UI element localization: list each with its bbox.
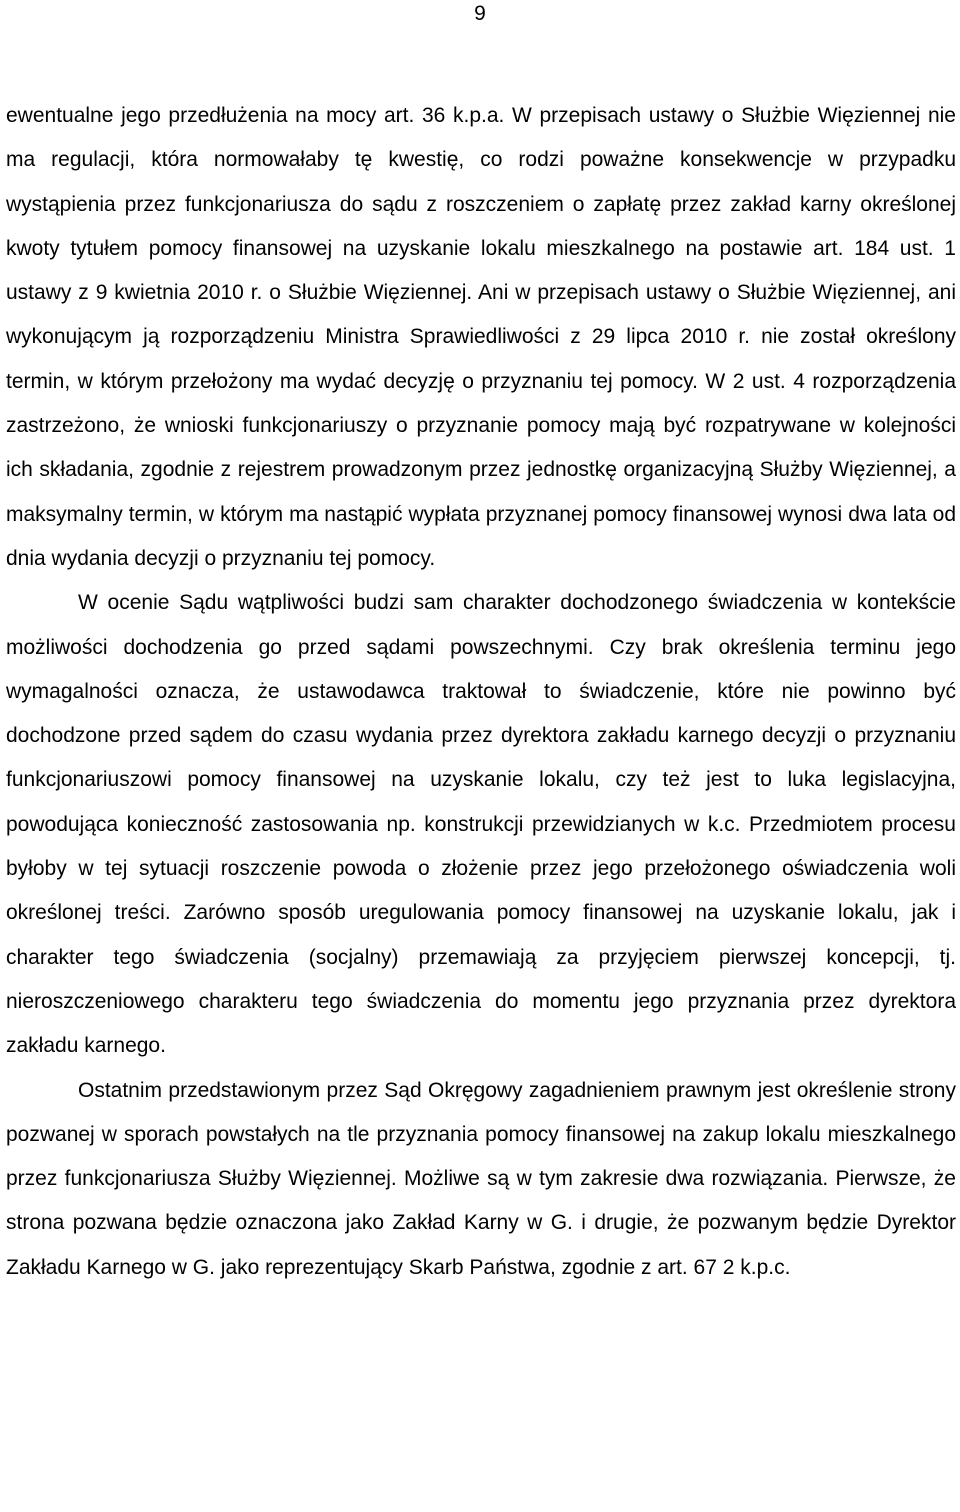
paragraph-1: ewentualne jego przedłużenia na mocy art. 36 k.p.a. W przepisach ustawy o Służbie Więziennej nie ma regulacji, która normowałaby tę kwestię, co rodzi poważne konsekwencje w przypadku wystąpienia przez funkcjonariusza do sądu z roszczeniem o zapłatę przez zakład karny określonej kwoty tytułem pomocy finansowej na uzyskanie lokalu mieszkalnego na postawie art. 184 ust. 1 ustawy z 9 kwietnia 2010 r. o Służbie Więziennej. Ani w przepisach ustawy o Służbie Więziennej, ani wykonującym ją rozporządzeniu Ministra Sprawiedliwości z 29 lipca 2010 r. nie został określony termin, w którym przełożony ma wydać decyzję o przyznaniu tej pomocy. W 2 ust. 4 rozporządzenia zastrzeżono, że wnioski funkcjonariuszy o przyznanie pomocy mają być rozpatrywane w kolejności ich składania, zgodnie z rejestrem prowadzonym przez jednostkę organizacyjną Służby Więziennej, a maksymalny termin, w którym ma nastąpić wypłata przyznanej pomocy finansowej wynosi dwa lata od dnia wydania decyzji o przyznaniu tej pomocy. — [6, 104, 956, 570]
document-body — [6, 94, 956, 1290]
paragraph-2: W ocenie Sądu wątpliwości budzi sam charakter dochodzonego świadczenia w kontekście możliwości dochodzenia go przed sądami powszechnymi. Czy brak określenia terminu jego wymagalności oznacza, że ustawodawca traktował to świadczenie, które nie powinno być dochodzone przed sądem do czasu wydania przez dyrektora zakładu karnego decyzji o przyznaniu funkcjonariuszowi pomocy finansowej na uzyskanie lokalu, czy też jest to luka legislacyjna, powodująca konieczność zastosowania np. konstrukcji przewidzianych w k.c. Przedmiotem procesu byłoby w tej sytuacji roszczenie powoda o złożenie przez jego przełożonego oświadczenia woli określonej treści. Zarówno sposób uregulowania pomocy finansowej na uzyskanie lokalu, jak i charakter tego świadczenia (socjalny) przemawiają za przyjęciem pierwszej koncepcji, tj. nieroszczeniowego charakteru tego świadczenia do momentu jego przyznania przez dyrektora zakładu karnego. — [6, 591, 956, 1058]
paragraph-3: Ostatnim przedstawionym przez Sąd Okręgowy zagadnieniem prawnym jest określenie strony pozwanej w sporach powstałych na tle przyznania pomocy finansowej na zakup lokalu mieszkalnego przez funkcjonariusza Służby Więziennej. Możliwe są w tym zakresie dwa rozwiązania. Pierwsze, że strona pozwana będzie oznaczona jako Zakład Karny w G. i drugie, że pozwanym będzie Dyrektor Zakładu Karnego w G. jako reprezentujący Skarb Państwa, zgodnie z art. 67 2 k.p.c. — [6, 1078, 956, 1279]
page-number: 9 — [474, 2, 486, 25]
